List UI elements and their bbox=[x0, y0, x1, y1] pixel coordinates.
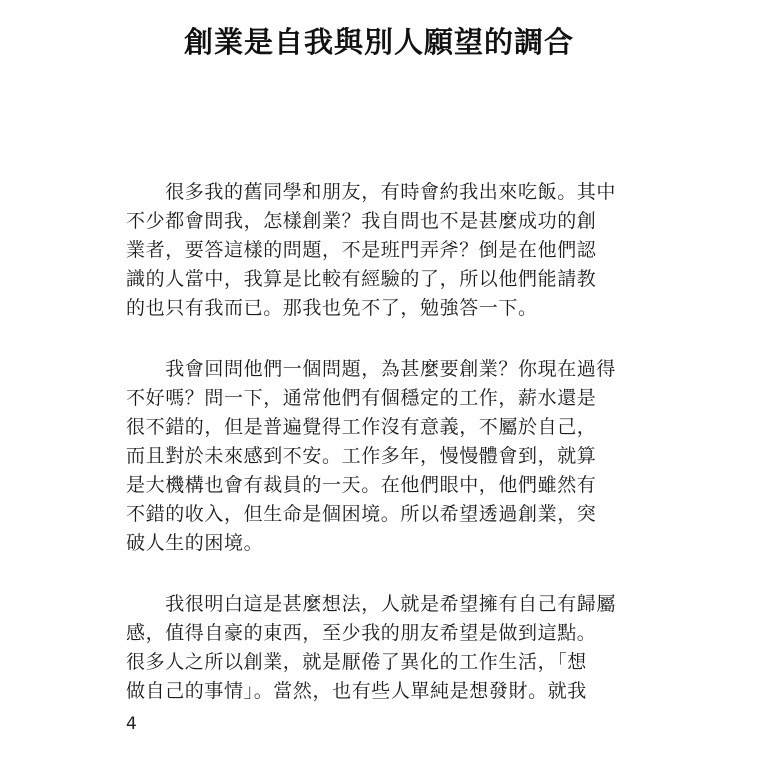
text-line: 做自己的事情」。當然，也有些人單純是想發財。就我 bbox=[126, 680, 587, 702]
paragraph-2 bbox=[126, 355, 646, 558]
text-line: 很多我的舊同學和朋友，有時會約我出來吃飯。其中 bbox=[126, 181, 617, 203]
text-line: 不少都會問我，怎樣創業？我自問也不是甚麼成功的創 bbox=[126, 210, 597, 232]
text-line: 很不錯的，但是普遍覺得工作沒有意義，不屬於自己， bbox=[126, 416, 597, 438]
text-line: 不錯的收入，但生命是個困境。所以希望透過創業，突 bbox=[126, 503, 597, 525]
paragraph-1 bbox=[126, 178, 646, 323]
body-text bbox=[126, 178, 646, 738]
text-line: 不好嗎？問一下，通常他們有個穩定的工作，薪水還是 bbox=[126, 387, 597, 409]
text-line: 破人生的困境。 bbox=[126, 532, 264, 554]
text-line: 我會回問他們一個問題，為甚麼要創業？你現在過得 bbox=[126, 358, 617, 380]
paragraph-3 bbox=[126, 590, 646, 706]
text-line: 很多人之所以創業，就是厭倦了異化的工作生活，「想 bbox=[126, 651, 587, 673]
text-line: 我很明白這是甚麼想法，人就是希望擁有自己有歸屬 bbox=[126, 593, 617, 615]
text-line: 的也只有我而已。那我也免不了，勉強答一下。 bbox=[126, 297, 538, 319]
text-line: 而且對於未來感到不安。工作多年，慢慢體會到，就算 bbox=[126, 445, 597, 467]
text-line: 業者，要答這樣的問題，不是班門弄斧？倒是在他們認 bbox=[126, 239, 597, 261]
page-number: 4 bbox=[126, 714, 137, 734]
chapter-title: 創業是自我與別人願望的調合 bbox=[183, 25, 574, 59]
text-line: 是大機構也會有裁員的一天。在他們眼中，他們雖然有 bbox=[126, 474, 597, 496]
text-line: 識的人當中，我算是比較有經驗的了，所以他們能請教 bbox=[126, 268, 597, 290]
text-line: 感，值得自豪的東西，至少我的朋友希望是做到這點。 bbox=[126, 622, 597, 644]
